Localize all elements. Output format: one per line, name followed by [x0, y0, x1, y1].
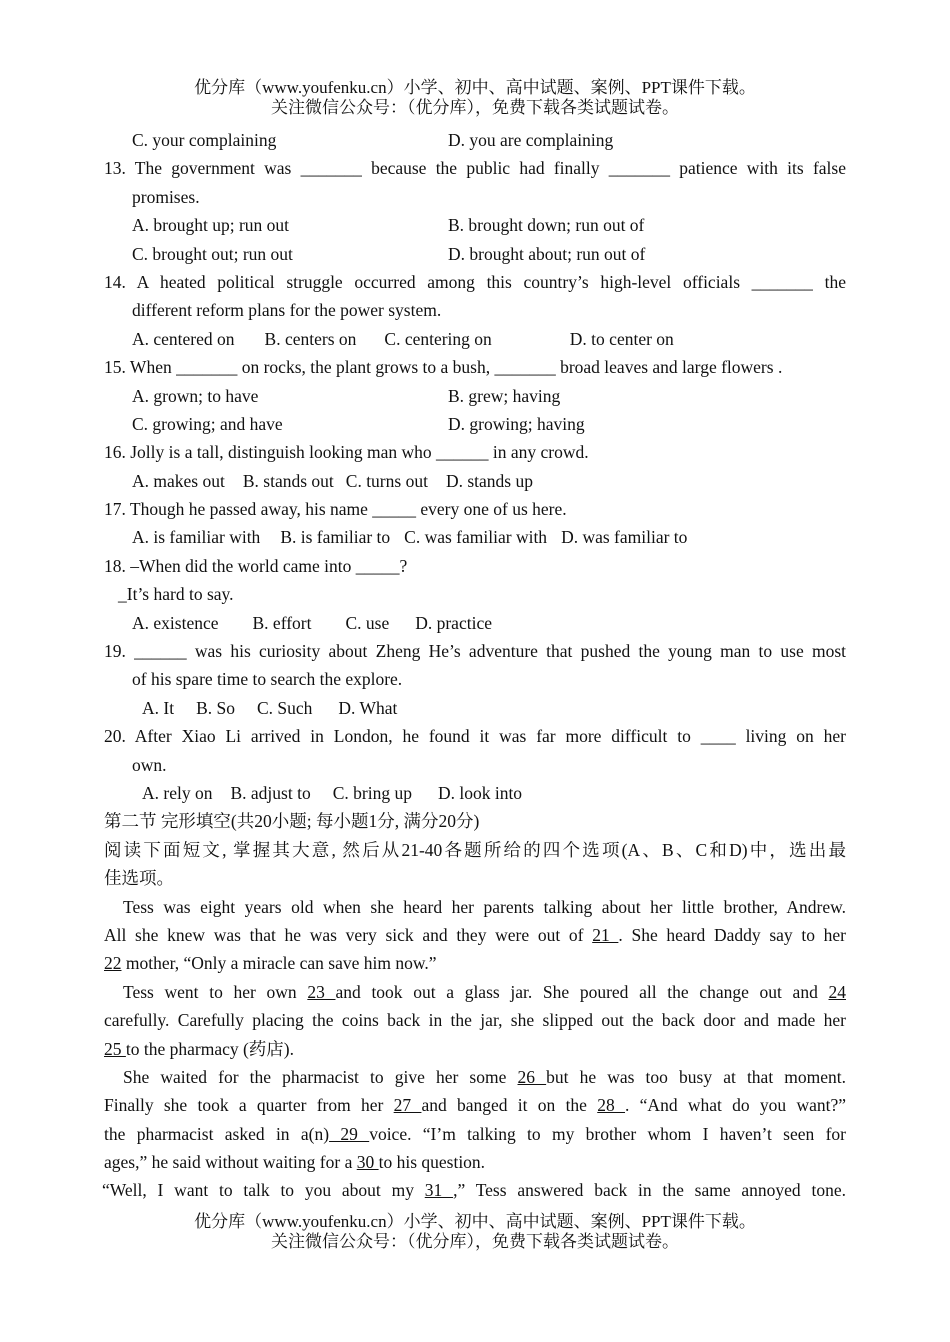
q14-options: [104, 325, 846, 353]
page-header: [0, 78, 950, 118]
q19-option-d: D. What: [338, 697, 398, 718]
blank-25: 25: [104, 1038, 126, 1059]
text: . “And what do you want?”: [625, 1095, 846, 1116]
q19-stem: 19. ______ was his curiosity about Zheng He’s adventure that pushed the young man to use most: [104, 641, 846, 662]
passage-line: Tess was eight years old when she heard her parents talking about her little brother, Andrew.: [123, 896, 846, 917]
q15-option-b: B. grew; having: [448, 385, 561, 406]
q20-stem-cont: own.: [132, 754, 167, 775]
q16-options: [104, 467, 846, 495]
q14-option-c: C. centering on: [384, 328, 492, 349]
q19-option-c: C. Such: [256, 697, 313, 718]
q17-option-d: D. was familiar to: [561, 527, 688, 548]
passage-line: [104, 1120, 846, 1148]
q13-options-ab: [104, 211, 846, 239]
passage-line: carefully. Carefully placing the coins back in the jar, she slipped out the back door and made her: [104, 1010, 846, 1031]
footer-line-2: 关注微信公众号：（优分库），免费下载各类试题试卷。: [271, 1232, 679, 1251]
q17-option-c: C. was familiar with: [404, 527, 548, 548]
text: ,” Tess answered back in the same annoyed tone.: [453, 1180, 846, 1201]
passage-line: [104, 921, 846, 949]
q19-stem-cont: of his spare time to search the explore.: [132, 669, 403, 690]
q13-option-c: C. brought out; run out: [132, 243, 293, 264]
blank-23: 23: [307, 981, 336, 1002]
q12-option-c: C. your complaining: [132, 130, 277, 150]
page-footer: [0, 1212, 950, 1252]
q14-option-a: A. centered on: [132, 328, 235, 349]
blank-28: 28: [597, 1095, 626, 1116]
passage-line: [104, 1148, 846, 1176]
header-line-1: 优分库（www.youfenku.cn）小学、初中、高中试题、案例、PPT课件下载。: [194, 78, 756, 97]
q17-stem: 17. Though he passed away, his name _____ every one of us here.: [104, 499, 567, 520]
q17-options: [104, 523, 846, 551]
section2-instructions: 阅读下面短文, 掌握其大意, 然后从21-40各题所给的四个选项(A、B、C和D)中，选出最: [104, 839, 846, 860]
q17-option-b: B. is familiar to: [280, 527, 391, 548]
text: and banged it on the: [421, 1095, 598, 1116]
q13-option-a: A. brought up; run out: [132, 215, 290, 236]
text: “Well, I want to talk to you about my: [102, 1180, 425, 1201]
section2-instructions-cont: 佳选项。: [104, 868, 174, 889]
q19-option-a: A. It: [142, 697, 175, 718]
text: Tess went to her own: [123, 981, 308, 1002]
q12-options-cd: [104, 126, 846, 154]
blank-29: 29: [329, 1123, 370, 1144]
blank-21: 21: [592, 924, 619, 945]
blank-30: 30: [356, 1152, 379, 1173]
passage-line: [104, 978, 846, 1006]
q16-option-a: A. makes out: [132, 470, 225, 491]
section2-title: 第二节 完形填空(共20小题; 每小题1分, 满分20分): [104, 811, 480, 832]
q18-response: _It’s hard to say.: [118, 584, 234, 605]
q18-option-d: D. practice: [415, 612, 492, 633]
text: All she knew was that he was very sick and they were out of: [104, 924, 593, 945]
blank-26: 26: [517, 1066, 547, 1087]
exam-content: [104, 126, 846, 1205]
q16-option-c: C. turns out: [345, 470, 428, 491]
passage-line: [104, 1063, 846, 1091]
q18-option-a: A. existence: [132, 612, 219, 633]
text: . She heard Daddy say to her: [618, 924, 846, 945]
text: ages,” he said without waiting for a: [104, 1152, 357, 1173]
q13-options-cd: [104, 240, 846, 268]
q19-options: [104, 694, 846, 722]
q18-stem: 18. –When did the world came into _____?: [104, 555, 408, 576]
q14-stem-cont: different reform plans for the power system.: [132, 300, 442, 321]
q14-stem: 14. A heated political struggle occurred among this country’s high-level officials _______ the: [104, 271, 846, 292]
q12-option-d: D. you are complaining: [448, 130, 614, 150]
q20-option-c: C. bring up: [332, 782, 412, 803]
q15-options-ab: [104, 382, 846, 410]
passage-line: [104, 1091, 846, 1119]
q15-option-c: C. growing; and have: [132, 413, 283, 434]
text: but he was too busy at that moment.: [546, 1066, 846, 1087]
q13-option-b: B. brought down; run out of: [448, 215, 645, 236]
q20-options: [104, 779, 846, 807]
q18-options: [104, 609, 846, 637]
q20-option-d: D. look into: [437, 782, 523, 803]
q14-option-d: D. to center on: [569, 328, 674, 349]
header-line-2: 关注微信公众号：（优分库），免费下载各类试题试卷。: [271, 98, 679, 117]
blank-24: 24: [828, 981, 846, 1002]
q20-stem: 20. After Xiao Li arrived in London, he found it was far more difficult to ____ living on her: [104, 726, 846, 747]
text: the pharmacist asked in a(n): [104, 1123, 330, 1144]
q18-option-b: B. effort: [252, 612, 312, 633]
passage-line: [104, 1035, 846, 1063]
q15-option-d: D. growing; having: [448, 413, 585, 434]
q13-stem-cont: promises.: [132, 186, 200, 207]
q13-option-d: D. brought about; run out of: [448, 243, 646, 264]
blank-22: 22: [104, 953, 122, 974]
blank-31: 31: [424, 1180, 454, 1201]
text: to the pharmacy (药店).: [125, 1038, 295, 1059]
text: Finally she took a quarter from her: [104, 1095, 394, 1116]
q20-option-b: B. adjust to: [230, 782, 311, 803]
text: and took out a glass jar. She poured all the change out and: [335, 981, 829, 1002]
q15-options-cd: [104, 410, 846, 438]
footer-line-1: 优分库（www.youfenku.cn）小学、初中、高中试题、案例、PPT课件下载。: [194, 1212, 756, 1231]
text: She waited for the pharmacist to give her some: [123, 1066, 518, 1087]
text: mother, “Only a miracle can save him now.”: [121, 953, 437, 974]
text: voice. “I’m talking to my brother whom I haven’t seen for: [369, 1123, 846, 1144]
passage-line: [102, 1176, 846, 1204]
blank-27: 27: [393, 1095, 422, 1116]
q15-option-a: A. grown; to have: [132, 385, 259, 406]
q18-option-c: C. use: [345, 612, 390, 633]
q20-option-a: A. rely on: [142, 782, 213, 803]
q13-stem: 13. The government was _______ because the public had finally _______ patience with its false: [104, 158, 846, 179]
q16-stem: 16. Jolly is a tall, distinguish looking man who ______ in any crowd.: [104, 442, 589, 463]
q19-option-b: B. So: [196, 697, 235, 718]
q15-stem: 15. When _______ on rocks, the plant grows to a bush, _______ broad leaves and large flowers .: [104, 357, 783, 378]
q16-option-d: D. stands up: [445, 470, 533, 491]
q17-option-a: A. is familiar with: [132, 527, 261, 548]
q16-option-b: B. stands out: [242, 470, 334, 491]
q14-option-b: B. centers on: [264, 328, 357, 349]
text: to his question.: [378, 1152, 486, 1173]
passage-line: [104, 949, 846, 977]
